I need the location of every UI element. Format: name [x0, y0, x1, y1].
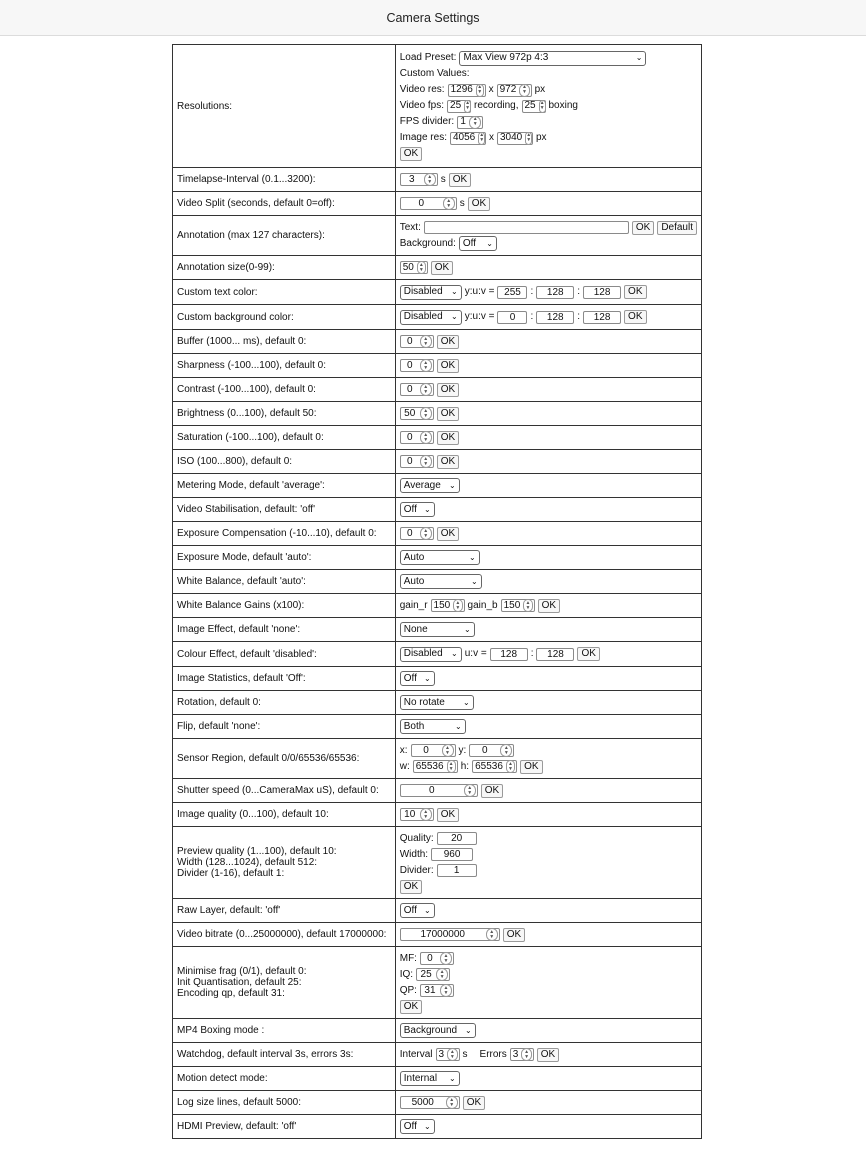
row-label: Brightness (0...100), default 50: [173, 402, 396, 426]
annotation-text-input[interactable] [424, 221, 629, 234]
text-color-ok-button[interactable]: OK [624, 285, 646, 299]
load-preset-label: Load Preset: [399, 52, 457, 63]
spinner-icon[interactable]: ▲ ▼ [420, 455, 432, 468]
row-label: Video bitrate (0...25000000), default 17000000: [173, 923, 396, 947]
preview-quality-input[interactable]: 20 [437, 832, 477, 845]
resolutions-ok-button[interactable]: OK [400, 147, 422, 161]
stabilisation-select[interactable]: Off ⌄ [400, 502, 435, 517]
spinner-icon[interactable]: ▲ ▼ [440, 984, 452, 997]
saturation-input[interactable]: 0 ▲ ▼ [400, 431, 434, 444]
spinner-icon[interactable]: ▲ ▼ [440, 952, 452, 965]
raw-layer-select[interactable]: Off ⌄ [400, 903, 435, 918]
video-width-input[interactable]: 1296 ▲ ▼ [448, 84, 486, 97]
row-label: Image Statistics, default 'Off': [173, 667, 396, 691]
preset-select[interactable]: Max View 972p 4:3 ⌄ [459, 51, 646, 66]
region-y-input[interactable]: 0 ▲ ▼ [469, 744, 514, 757]
row-label: Metering Mode, default 'average': [173, 474, 396, 498]
row-label: Custom text color: [173, 280, 396, 305]
image-stats-select[interactable]: Off ⌄ [400, 671, 435, 686]
image-effect-select[interactable]: None ⌄ [400, 622, 475, 637]
row-label: Image Effect, default 'none': [173, 618, 396, 642]
colour-effect-select[interactable]: Disabled ⌄ [400, 647, 462, 662]
metering-select[interactable]: Average ⌄ [400, 478, 460, 493]
spinner-icon[interactable]: ▲ ▼ [420, 383, 432, 396]
row-label: Saturation (-100...100), default 0: [173, 426, 396, 450]
row-label: Colour Effect, default 'disabled': [173, 642, 396, 667]
chevron-down-icon: ⌄ [424, 905, 431, 915]
image-height-input[interactable]: 3040 ▲ ▼ [497, 132, 533, 145]
spinner-icon[interactable]: ▲ ▼ [420, 527, 432, 540]
row-label: ISO (100...800), default 0: [173, 450, 396, 474]
preview-width-label: Width (128...1024), default 512: [177, 857, 318, 868]
spinner-icon[interactable]: ▲ ▼ [447, 760, 456, 773]
chevron-down-icon: ⌄ [465, 1025, 472, 1035]
spinner-icon[interactable]: ▲ ▼ [477, 84, 483, 95]
spinner-icon[interactable]: ▲ ▼ [500, 744, 512, 757]
watchdog-ok-button[interactable]: OK [537, 1048, 559, 1062]
row-label: White Balance Gains (x100): [173, 594, 396, 618]
exposure-comp-ok-button[interactable]: OK [437, 527, 459, 541]
chevron-down-icon: ⌄ [486, 238, 493, 248]
gain-r-input[interactable]: 150 ▲ ▼ [431, 599, 465, 612]
row-label: White Balance, default 'auto': [173, 570, 396, 594]
image-quality-input[interactable]: 10 ▲ ▼ [400, 808, 434, 821]
video-res-label: Video res: [399, 84, 445, 95]
log-size-ok-button[interactable]: OK [463, 1096, 485, 1110]
spinner-icon[interactable]: ▲ ▼ [420, 808, 432, 821]
shutter-input[interactable]: 0 ▲ ▼ [400, 784, 478, 797]
text-color-mode-select[interactable]: Disabled ⌄ [400, 285, 462, 300]
spinner-icon[interactable]: ▲ ▼ [418, 261, 424, 273]
spinner-icon[interactable]: ▲ ▼ [526, 132, 532, 143]
row-label: HDMI Preview, default: 'off' [173, 1115, 396, 1139]
minimise-frag-label: Minimise frag (0/1), default 0: [177, 966, 307, 977]
log-size-input[interactable]: 5000 ▲ ▼ [400, 1096, 460, 1109]
colour-v-input[interactable]: 128 [536, 648, 574, 661]
bg-v-input[interactable]: 128 [583, 311, 621, 324]
spinner-icon[interactable]: ▲ ▼ [469, 116, 481, 129]
chevron-down-icon: ⌄ [455, 721, 462, 731]
bg-y-input[interactable]: 0 [497, 311, 527, 324]
saturation-ok-button[interactable]: OK [437, 431, 459, 445]
chevron-down-icon: ⌄ [463, 697, 470, 707]
video-fps-label: Video fps: [399, 100, 445, 111]
white-balance-select[interactable]: Auto ⌄ [400, 574, 482, 589]
chevron-down-icon: ⌄ [469, 552, 476, 562]
mp4-boxing-select[interactable]: Background ⌄ [400, 1023, 476, 1038]
spinner-icon[interactable]: ▲ ▼ [420, 335, 432, 348]
text-y-input[interactable]: 255 [497, 286, 527, 299]
spinner-icon[interactable]: ▲ ▼ [442, 744, 454, 757]
spinner-icon[interactable]: ▲ ▼ [486, 928, 498, 941]
chevron-down-icon: ⌄ [471, 576, 478, 586]
preview-ok-button[interactable]: OK [400, 880, 422, 894]
iso-ok-button[interactable]: OK [437, 455, 459, 469]
video-split-input[interactable]: 0 ▲ ▼ [400, 197, 457, 210]
row-label: MP4 Boxing mode : [173, 1019, 396, 1043]
video-height-input[interactable]: 972 ▲ ▼ [497, 84, 532, 97]
spinner-icon[interactable]: ▲ ▼ [539, 100, 545, 111]
shutter-ok-button[interactable]: OK [481, 784, 503, 798]
chevron-down-icon: ⌄ [451, 287, 458, 296]
watchdog-errors-input[interactable]: 3 ▲ ▼ [510, 1048, 534, 1061]
chevron-down-icon: ⌄ [451, 649, 458, 658]
preview-divider-label: Divider (1-16), default 1: [177, 868, 285, 879]
text-v-input[interactable]: 128 [583, 286, 621, 299]
row-label: Contrast (-100...100), default 0: [173, 378, 396, 402]
row-label: Flip, default 'none': [173, 715, 396, 739]
preview-width-input[interactable]: 960 [431, 848, 473, 861]
background-label: Background: [399, 237, 456, 249]
spinner-icon[interactable]: ▲ ▼ [519, 84, 529, 97]
spinner-icon[interactable]: ▲ ▼ [464, 784, 476, 797]
image-width-input[interactable]: 4056 ▲ ▼ [450, 132, 486, 145]
fps-divider-label: FPS divider: [399, 116, 455, 127]
wb-gains-ok-button[interactable]: OK [538, 599, 560, 613]
settings-table: Resolutions: Load Preset: Max View 972p 4:3 ⌄ Custom Values: Video res: 1296 ▲ ▼ x 972 ▲ ▼ px Video fps: 25 ▲ ▼ recording, 25 ▲ ▼ boxing FPS divider: 1 ▲ ▼ Image res: 4056 ▲ ▼ x 3040 ▲ ▼ px OK Timelapse-Interval (0.1...3200): 3 ▲ ▼ s OK Video Split (seconds, default 0=off): 0 ▲ ▼ s OK Annotation (max 127 characters): Text: OK Default Background: Off ⌄ Annotation size(0-99): 50 ▲ ▼ OK Custom text color: Disabled ⌄ y:u:v = 255 : 128 : 128 OK Custom background color: Disabled ⌄ y:u:v = 0 : 128 : 128 OK Buffer (1000... ms), default 0: 0 ▲ ▼ OK Sharpness (-100...100), default 0: 0 ▲ ▼ OK Contrast (-100...100), default 0: 0 ▲ ▼ OK Brightness (0...100), default 50: 50 ▲ ▼ OK Saturation (-100...100), default 0: 0 ▲ ▼ OK ISO (100...800), default 0: 0 ▲ ▼ OK Metering Mode, default 'average': Average ⌄ Video Stabilisation, default: 'off' Off ⌄ Exposure Compensation (-10...10), default 0: 0 ▲ ▼ OK Exposure Mode, default 'auto': Auto ⌄ White Balance, default 'auto': Auto ⌄ White Balance Gains (x100): gain_r 150 ▲ ▼ gain_b 150 ▲ ▼ OK Image Effect, default 'none': None ⌄ Colour Effect, default 'disabled': Disabled ⌄ u:v = 128 : 128 OK Image Statistics, default 'Off': Off ⌄ Rotation, default 0: No rotate ⌄ Flip, default 'none': Both ⌄ Sensor Region, default 0/0/65536/65536: x: 0 ▲ ▼ y: 0 ▲ ▼ w: 65536 ▲ ▼ h: 65536 ▲ ▼ OK Shutter speed (0...CameraMax uS), default 0: 0 ▲ ▼ OK Image quality (0...100), default 10: 10 ▲ ▼ OK Preview quality (1...100), default 10: Width (128...1024), default 512: Divider (1-16), default 1: Quality: 20 Width: 960 Divider: 1 OK Raw Layer, default: 'off' Off ⌄ Video bitrate (0...25000000), default 17000000: 17000000 ▲ ▼ OK Minimise frag (0/1), default 0: Init Quantisation, default 25: Encoding qp, default 31: MF: 0 ▲ ▼ IQ: 25 ▲ ▼ QP: 31 ▲ ▼ OK MP4 Boxing mode : Background ⌄ Watchdog, default interval 3s, errors 3s: Interval 3 ▲ ▼ s Errors 3 ▲ ▼ OK Motion detect mode: Internal ⌄ Log size lines, default 5000: 5000 ▲ ▼ OK HDMI Preview, default: 'off' Off ⌄ [172, 44, 702, 1139]
bg-color-mode-select[interactable]: Disabled ⌄ [400, 310, 462, 325]
row-label: Raw Layer, default: 'off' [173, 899, 396, 923]
buffer-ok-button[interactable]: OK [437, 335, 459, 349]
text-u-input[interactable]: 128 [536, 286, 574, 299]
exposure-mode-select[interactable]: Auto ⌄ [400, 550, 480, 565]
spinner-icon[interactable]: ▲ ▼ [420, 431, 432, 444]
annotation-default-button[interactable]: Default [657, 221, 697, 235]
iso-input[interactable]: 0 ▲ ▼ [400, 455, 434, 468]
preview-quality-label: Preview quality (1...100), default 10: [177, 846, 337, 857]
chevron-down-icon: ⌄ [449, 480, 456, 490]
chevron-down-icon: ⌄ [449, 1073, 456, 1083]
row-label: Watchdog, default interval 3s, errors 3s: [173, 1043, 396, 1067]
spinner-icon[interactable]: ▲ ▼ [447, 1048, 457, 1061]
fps-boxing-input[interactable]: 25 ▲ ▼ [522, 100, 546, 113]
annotation-ok-button[interactable]: OK [632, 221, 654, 235]
row-label: Log size lines, default 5000: [173, 1091, 396, 1115]
iq-input[interactable]: 25 ▲ ▼ [416, 968, 450, 981]
annotation-size-input[interactable]: 50 ▲ ▼ [400, 261, 428, 274]
row-label: Exposure Compensation (-10...10), default 0: [173, 522, 396, 546]
row-label: Resolutions: [173, 45, 396, 168]
motion-detect-select[interactable]: Internal ⌄ [400, 1071, 460, 1086]
spinner-icon[interactable]: ▲ ▼ [420, 359, 432, 372]
spinner-icon[interactable]: ▲ ▼ [523, 599, 532, 612]
row-label: Video Split (seconds, default 0=off): [173, 192, 396, 216]
chevron-down-icon: ⌄ [424, 1121, 431, 1131]
buffer-input[interactable]: 0 ▲ ▼ [400, 335, 434, 348]
row-label: Video Stabilisation, default: 'off' [173, 498, 396, 522]
row-label: Annotation size(0-99): [173, 256, 396, 280]
spinner-icon[interactable]: ▲ ▼ [479, 132, 485, 143]
bg-u-input[interactable]: 128 [536, 311, 574, 324]
brightness-input[interactable]: 50 ▲ ▼ [400, 407, 434, 420]
timelapse-input[interactable]: 3 ▲ ▼ [400, 173, 438, 186]
rotation-select[interactable]: No rotate ⌄ [400, 695, 474, 710]
flip-select[interactable]: Both ⌄ [400, 719, 466, 734]
video-bitrate-input[interactable]: 17000000 ▲ ▼ [400, 928, 500, 941]
spinner-icon[interactable]: ▲ ▼ [521, 1048, 531, 1061]
hdmi-preview-select[interactable]: Off ⌄ [400, 1119, 435, 1134]
init-quantisation-label: Init Quantisation, default 25: [177, 977, 302, 988]
contrast-input[interactable]: 0 ▲ ▼ [400, 383, 434, 396]
sensor-region-ok-button[interactable]: OK [520, 760, 542, 774]
gain-b-input[interactable]: 150 ▲ ▼ [501, 599, 535, 612]
annotation-size-ok-button[interactable]: OK [431, 261, 453, 275]
row-label: Motion detect mode: [173, 1067, 396, 1091]
spinner-icon[interactable]: ▲ ▼ [420, 407, 432, 420]
row-label: Annotation (max 127 characters): [173, 216, 396, 256]
spinner-icon[interactable]: ▲ ▼ [424, 173, 436, 186]
watchdog-interval-input[interactable]: 3 ▲ ▼ [436, 1048, 460, 1061]
encoding-qp-label: Encoding qp, default 31: [177, 988, 285, 999]
contrast-ok-button[interactable]: OK [437, 383, 459, 397]
brightness-ok-button[interactable]: OK [437, 407, 459, 421]
annotation-background-select[interactable]: Off ⌄ [459, 236, 497, 251]
row-label: Exposure Mode, default 'auto': [173, 546, 396, 570]
chevron-down-icon: ⌄ [635, 53, 643, 62]
mf-input[interactable]: 0 ▲ ▼ [420, 952, 454, 965]
spinner-icon[interactable]: ▲ ▼ [446, 1096, 458, 1109]
fps-recording-input[interactable]: 25 ▲ ▼ [447, 100, 471, 113]
colour-effect-ok-button[interactable]: OK [577, 647, 599, 661]
row-label: Custom background color: [173, 305, 396, 330]
chevron-down-icon: ⌄ [464, 624, 471, 634]
image-quality-ok-button[interactable]: OK [437, 808, 459, 822]
spinner-icon[interactable]: ▲ ▼ [436, 968, 448, 981]
exposure-comp-input[interactable]: 0 ▲ ▼ [400, 527, 434, 540]
row-label: Shutter speed (0...CameraMax uS), default 0: [173, 779, 396, 803]
row-resolutions: Resolutions: Load Preset: Max View 972p 4:3 ⌄ Custom Values: Video res: 1296 ▲ ▼ x 972 ▲ ▼ px Video fps: 25 ▲ ▼ recording, 25 ▲ ▼ boxing FPS divider: 1 ▲ ▼ Image res: 4056 ▲ ▼ x 3040 ▲ ▼ px OK [173, 45, 702, 168]
row-label: Rotation, default 0: [173, 691, 396, 715]
spinner-icon[interactable]: ▲ ▼ [465, 100, 471, 111]
region-x-input[interactable]: 0 ▲ ▼ [411, 744, 456, 757]
sharpness-ok-button[interactable]: OK [437, 359, 459, 373]
image-res-label: Image res: [399, 132, 447, 143]
encoding-ok-button[interactable]: OK [400, 1000, 422, 1014]
bg-color-ok-button[interactable]: OK [624, 310, 646, 324]
region-w-input[interactable]: 65536 ▲ ▼ [413, 760, 458, 773]
timelapse-ok-button[interactable]: OK [449, 173, 471, 187]
custom-values-label: Custom Values: [399, 68, 470, 79]
sharpness-input[interactable]: 0 ▲ ▼ [400, 359, 434, 372]
spinner-icon[interactable]: ▲ ▼ [453, 599, 462, 612]
video-split-ok-button[interactable]: OK [468, 197, 490, 211]
region-h-input[interactable]: 65536 ▲ ▼ [472, 760, 517, 773]
qp-input[interactable]: 31 ▲ ▼ [420, 984, 454, 997]
chevron-down-icon: ⌄ [424, 673, 431, 683]
video-bitrate-ok-button[interactable]: OK [503, 928, 525, 942]
fps-divider-input[interactable]: 1 ▲ ▼ [457, 116, 483, 129]
row-label: Image quality (0...100), default 10: [173, 803, 396, 827]
spinner-icon[interactable]: ▲ ▼ [506, 760, 515, 773]
preview-divider-input[interactable]: 1 [437, 864, 477, 877]
chevron-down-icon: ⌄ [451, 312, 458, 321]
row-label: Sensor Region, default 0/0/65536/65536: [173, 739, 396, 779]
page-title: Camera Settings [0, 0, 866, 36]
colour-u-input[interactable]: 128 [490, 648, 528, 661]
spinner-icon[interactable]: ▲ ▼ [443, 197, 455, 210]
annotation-text-label: Text: [399, 221, 421, 233]
row-label: Sharpness (-100...100), default 0: [173, 354, 396, 378]
chevron-down-icon: ⌄ [424, 504, 431, 514]
row-label: Buffer (1000... ms), default 0: [173, 330, 396, 354]
row-label: Timelapse-Interval (0.1...3200): [173, 168, 396, 192]
